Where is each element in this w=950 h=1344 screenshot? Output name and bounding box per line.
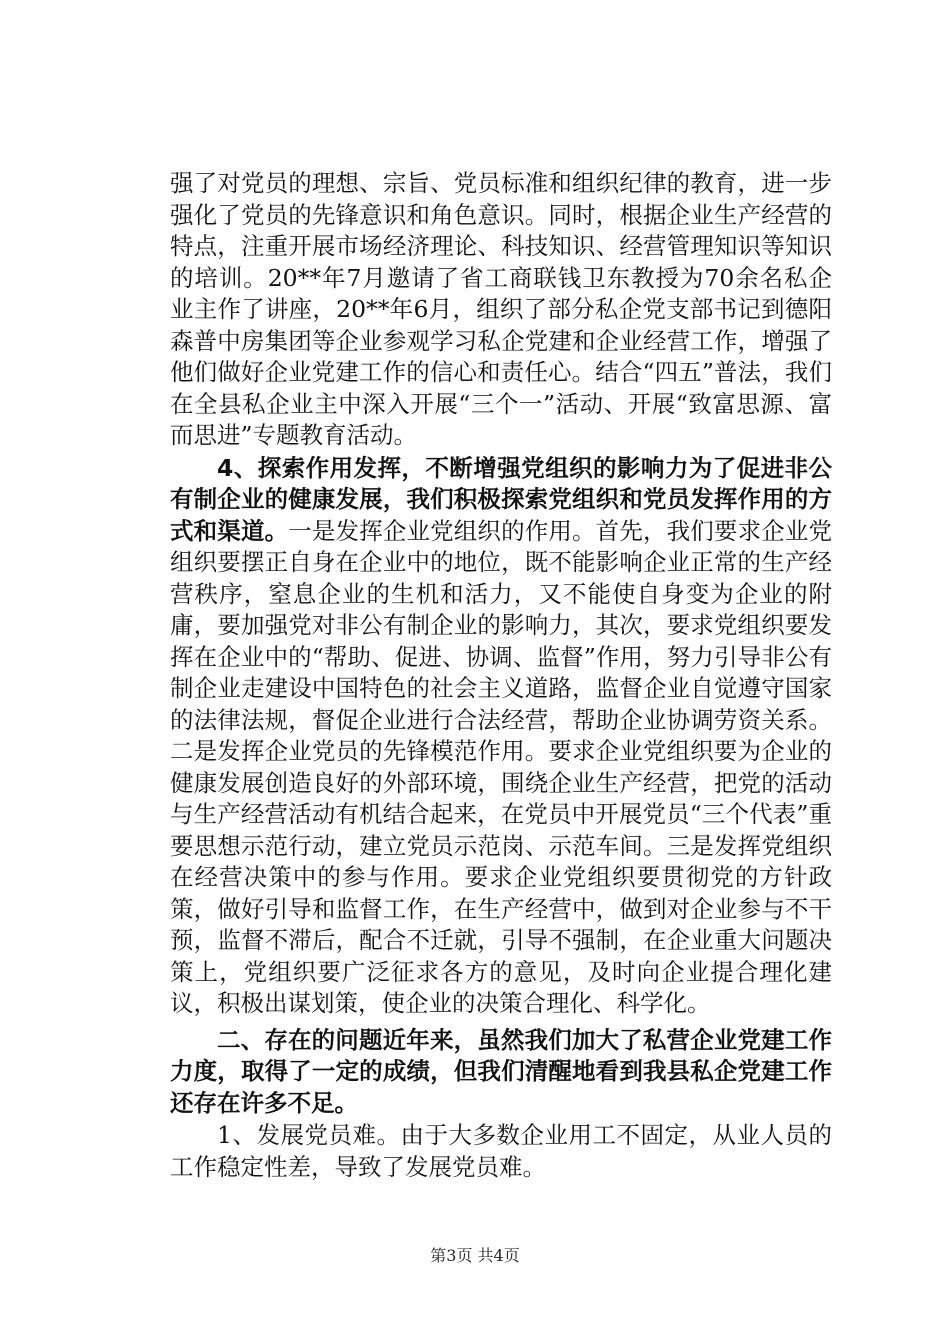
section-heading: 4、探索作用发挥，不断增强党组织的影响力为了促进非公有制企业的健康发展，我们积极探索党组织和党员发挥作用的方式和渠道。: [170, 453, 832, 545]
paragraph-problems: [170, 1025, 832, 1120]
document-body: [170, 168, 832, 1183]
paragraph-education: [170, 168, 832, 452]
page-footer: [0, 1246, 950, 1266]
section-heading: 二、存在的问题近年来，虽然我们加大了私营企业党建工作力度，取得了一定的成绩，但我们清醒地看到我县私企党建工作还存在许多不足。: [170, 1025, 832, 1117]
paragraph-member-development: [170, 1120, 832, 1183]
paragraph-text: 一是发挥企业党组织的作用。首先，我们要求企业党组织要摆正自身在企业中的地位，既不能影响企业正常的生产经营秩序，窒息企业的生机和活力，又不能使自身变为企业的附庸，要加强党对非公有制企业的影响力，其次，要求党组织要发挥在企业中的“帮助、促进、协调、监督”作用，努力引导非公有制企业走建设中国特色的社会主义道路，监督企业自觉遵守国家的法律法规，督促企业进行合法经营，帮助企业协调劳资关系。二是发挥企业党员的先锋模范作用。要求企业党组织要为企业的健康发展创造良好的外部环境，围绕企业生产经营，把党的活动与生产经营活动有机结合起来，在党员中开展党员“三个代表”重要思想示范行动，建立党员示范岗、示范车间。三是发挥党组织在经营决策中的参与作用。要求企业党组织要贯彻党的方针政策，做好引导和监督工作，在生产经营中，做到对企业参与不干预，监督不滞后，配合不迁就，引导不强制，在企业重大问题决策上，党组织要广泛征求各方的意见，及时向企业提合理化建议，积极出谋划策，使企业的决策合理化、科学化。: [170, 516, 833, 1017]
paragraph-text: 1、发展党员难。由于大多数企业用工不固定，从业人员的工作稳定性差，导致了发展党员难。: [170, 1121, 832, 1181]
page-number: 第3页 共4页: [430, 1246, 520, 1265]
paragraph-role-exploration: [170, 453, 832, 1020]
paragraph-text: 强了对党员的理想、宗旨、党员标准和组织纪律的教育，进一步强化了党员的先锋意识和角色意识。同时，根据企业生产经营的特点，注重开展市场经济理论、科技知识、经营管理知识等知识的培训。20**年7月邀请了省工商联钱卫东教授为70余名私企业主作了讲座，20**年6月，组织了部分私企党支部书记到德阳森普中房集团等企业参观学习私企党建和企业经营工作，增强了他们做好企业党建工作的信心和责任心。结合“四五”普法，我们在全县私企业主中深入开展“三个一”活动、开展“致富思源、富而思进”专题教育活动。: [170, 169, 832, 449]
